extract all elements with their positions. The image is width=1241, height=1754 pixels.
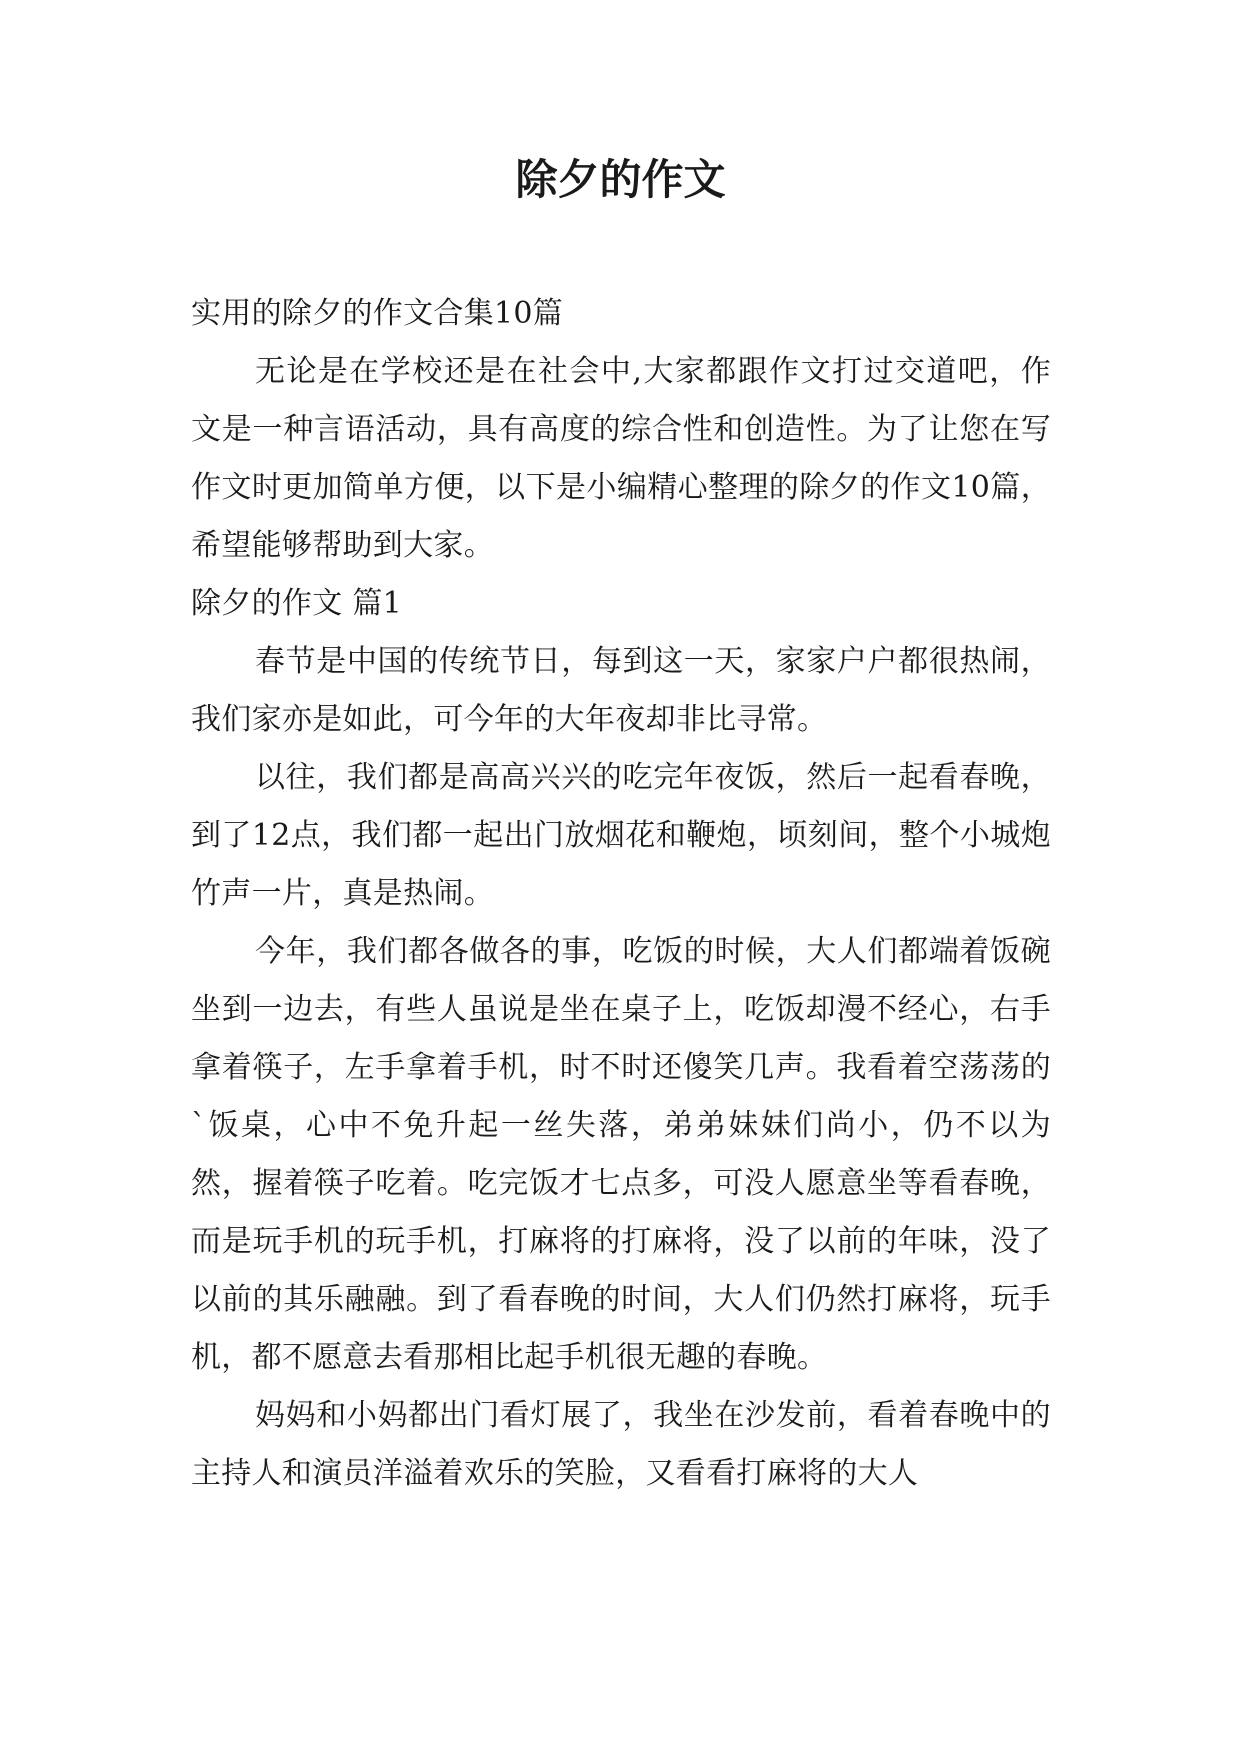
section-heading: 除夕的作文 篇1 <box>191 586 403 621</box>
paragraph-heading: 实用的除夕的作文合集10篇 <box>191 296 564 331</box>
paragraph: 春节是中国的传统节日，每到这一天，家家户户都很热闹，我们家亦是如此，可今年的大年夜却非比寻常。 <box>191 644 1051 737</box>
paragraph: 妈妈和小妈都出门看灯展了，我坐在沙发前，看着春晚中的主持人和演员洋溢着欢乐的笑脸，又看看打麻将的大人 <box>191 1398 1051 1491</box>
paragraph: 以往，我们都是高高兴兴的吃完年夜饭，然后一起看春晚，到了12点，我们都一起出门放烟花和鞭炮，顷刻间，整个小城炮竹声一片，真是热闹。 <box>191 760 1051 911</box>
paragraph: 今年，我们都各做各的事，吃饭的时候，大人们都端着饭碗坐到一边去，有些人虽说是坐在桌子上，吃饭却漫不经心，右手拿着筷子，左手拿着手机，时不时还傻笑几声。我看着空荡荡的`饭桌，心中不免升起一丝失落，弟弟妹妹们尚小，仍不以为然，握着筷子吃着。吃完饭才七点多，可没人愿意坐等看春晚，而是玩手机的玩手机，打麻将的打麻将，没了以前的年味，没了以前的其乐融融。到了看春晚的时间，大人们仍然打麻将，玩手机，都不愿意去看那相比起手机很无趣的春晚。 <box>191 934 1051 1375</box>
paragraph-intro: 无论是在学校还是在社会中,大家都跟作文打过交道吧，作文是一种言语活动，具有高度的综合性和创造性。为了让您在写作文时更加简单方便，以下是小编精心整理的除夕的作文10篇，希望能够帮助到大家。 <box>191 354 1051 563</box>
document-body <box>191 285 1051 1503</box>
document-title: 除夕的作文 <box>515 155 726 204</box>
